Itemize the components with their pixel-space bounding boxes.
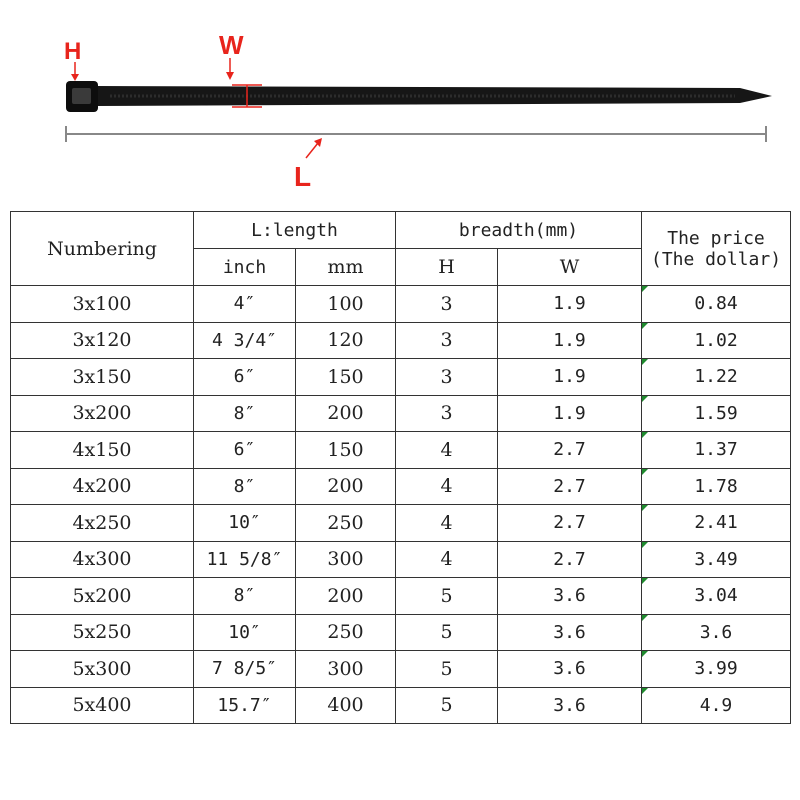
table-row <box>11 468 791 505</box>
cell-marker <box>642 323 648 329</box>
cell-h: 3 <box>396 395 498 432</box>
cell-mm: 150 <box>296 432 396 469</box>
table-header-row <box>11 212 791 249</box>
table-row <box>11 359 791 396</box>
cable-tie-diagram <box>0 0 800 200</box>
cell-price <box>642 614 791 651</box>
cell-mm: 200 <box>296 395 396 432</box>
header-inch: inch <box>194 249 296 286</box>
header-price-line1: The price <box>667 227 765 249</box>
cell-w: 3.6 <box>498 687 642 724</box>
cell-mm: 120 <box>296 322 396 359</box>
cell-numbering: 3x200 <box>11 395 194 432</box>
cell-h: 4 <box>396 541 498 578</box>
cell-price <box>642 505 791 542</box>
cell-price <box>642 395 791 432</box>
cell-marker <box>642 578 648 584</box>
cell-w: 3.6 <box>498 651 642 688</box>
cell-w: 1.9 <box>498 286 642 323</box>
cell-marker <box>642 505 648 511</box>
cell-numbering: 4x200 <box>11 468 194 505</box>
cell-w: 2.7 <box>498 468 642 505</box>
cell-w: 2.7 <box>498 505 642 542</box>
cell-inch: 6″ <box>194 359 296 396</box>
cell-h: 3 <box>396 322 498 359</box>
cell-h: 5 <box>396 578 498 615</box>
cell-marker <box>642 542 648 548</box>
width-arrowhead <box>226 72 234 80</box>
table-row <box>11 541 791 578</box>
table-body <box>11 286 791 724</box>
header-price-line2: (The dollar) <box>650 248 782 270</box>
table-row <box>11 286 791 323</box>
price-value: 3.49 <box>694 548 738 570</box>
cell-numbering: 5x250 <box>11 614 194 651</box>
cell-h: 3 <box>396 286 498 323</box>
price-value: 3.04 <box>694 585 738 607</box>
cell-mm: 100 <box>296 286 396 323</box>
cell-inch: 10″ <box>194 614 296 651</box>
price-value: 0.84 <box>694 293 738 315</box>
width-label: W <box>219 30 244 60</box>
cell-marker <box>642 615 648 621</box>
price-value: 3.6 <box>699 621 733 643</box>
cell-price <box>642 322 791 359</box>
cell-mm: 300 <box>296 651 396 688</box>
table-row <box>11 395 791 432</box>
cell-mm: 250 <box>296 505 396 542</box>
table-row <box>11 432 791 469</box>
cell-marker <box>642 359 648 365</box>
table-row <box>11 322 791 359</box>
price-value: 1.78 <box>694 475 738 497</box>
cell-h: 4 <box>396 468 498 505</box>
cell-numbering: 4x250 <box>11 505 194 542</box>
header-breadth-group: breadth(mm) <box>396 212 642 249</box>
cell-marker <box>642 432 648 438</box>
header-price <box>642 212 791 286</box>
price-value: 1.37 <box>694 439 738 461</box>
cell-h: 5 <box>396 687 498 724</box>
length-arrow <box>306 143 318 158</box>
cell-inch: 10″ <box>194 505 296 542</box>
price-value: 3.99 <box>694 658 738 680</box>
table-row <box>11 651 791 688</box>
cell-numbering: 4x150 <box>11 432 194 469</box>
cell-marker <box>642 651 648 657</box>
cell-inch: 8″ <box>194 468 296 505</box>
cell-w: 2.7 <box>498 432 642 469</box>
spec-table <box>10 211 791 724</box>
cell-inch: 8″ <box>194 578 296 615</box>
cell-h: 5 <box>396 651 498 688</box>
cell-price <box>642 468 791 505</box>
price-value: 1.59 <box>694 402 738 424</box>
price-value: 1.22 <box>694 366 738 388</box>
cell-w: 1.9 <box>498 359 642 396</box>
cell-numbering: 3x100 <box>11 286 194 323</box>
length-label: L <box>294 161 312 192</box>
cell-numbering: 3x150 <box>11 359 194 396</box>
cell-inch: 11 5/8″ <box>194 541 296 578</box>
cell-mm: 250 <box>296 614 396 651</box>
cell-w: 1.9 <box>498 322 642 359</box>
height-label: H <box>64 38 82 65</box>
cell-h: 4 <box>396 432 498 469</box>
cell-h: 4 <box>396 505 498 542</box>
cell-price <box>642 286 791 323</box>
cable-tie-head-slot <box>72 88 91 104</box>
table-row <box>11 687 791 724</box>
cell-marker <box>642 469 648 475</box>
cell-inch: 15.7″ <box>194 687 296 724</box>
height-arrowhead <box>71 74 79 81</box>
price-value: 2.41 <box>694 512 738 534</box>
cell-w: 3.6 <box>498 614 642 651</box>
cell-mm: 400 <box>296 687 396 724</box>
price-value: 1.02 <box>694 329 738 351</box>
cell-inch: 4″ <box>194 286 296 323</box>
header-numbering: Numbering <box>11 212 194 286</box>
cell-h: 3 <box>396 359 498 396</box>
cell-w: 2.7 <box>498 541 642 578</box>
cell-numbering: 5x300 <box>11 651 194 688</box>
cell-inch: 7 8/5″ <box>194 651 296 688</box>
cell-mm: 300 <box>296 541 396 578</box>
cell-mm: 150 <box>296 359 396 396</box>
cell-price <box>642 687 791 724</box>
header-mm: mm <box>296 249 396 286</box>
cell-inch: 6″ <box>194 432 296 469</box>
table-row <box>11 505 791 542</box>
cell-price <box>642 578 791 615</box>
cell-w: 1.9 <box>498 395 642 432</box>
cell-marker <box>642 688 648 694</box>
cell-w: 3.6 <box>498 578 642 615</box>
cell-inch: 8″ <box>194 395 296 432</box>
cell-price <box>642 432 791 469</box>
cell-price <box>642 359 791 396</box>
header-w: W <box>498 249 642 286</box>
cell-h: 5 <box>396 614 498 651</box>
cell-price <box>642 541 791 578</box>
cell-numbering: 5x400 <box>11 687 194 724</box>
table-row <box>11 614 791 651</box>
header-h: H <box>396 249 498 286</box>
cell-marker <box>642 286 648 292</box>
table-row <box>11 578 791 615</box>
cell-price <box>642 651 791 688</box>
cell-inch: 4 3/4″ <box>194 322 296 359</box>
price-value: 4.9 <box>699 694 733 716</box>
cell-mm: 200 <box>296 468 396 505</box>
cell-numbering: 5x200 <box>11 578 194 615</box>
cell-marker <box>642 396 648 402</box>
cell-mm: 200 <box>296 578 396 615</box>
cell-numbering: 3x120 <box>11 322 194 359</box>
cell-numbering: 4x300 <box>11 541 194 578</box>
header-length-group: L:length <box>194 212 396 249</box>
